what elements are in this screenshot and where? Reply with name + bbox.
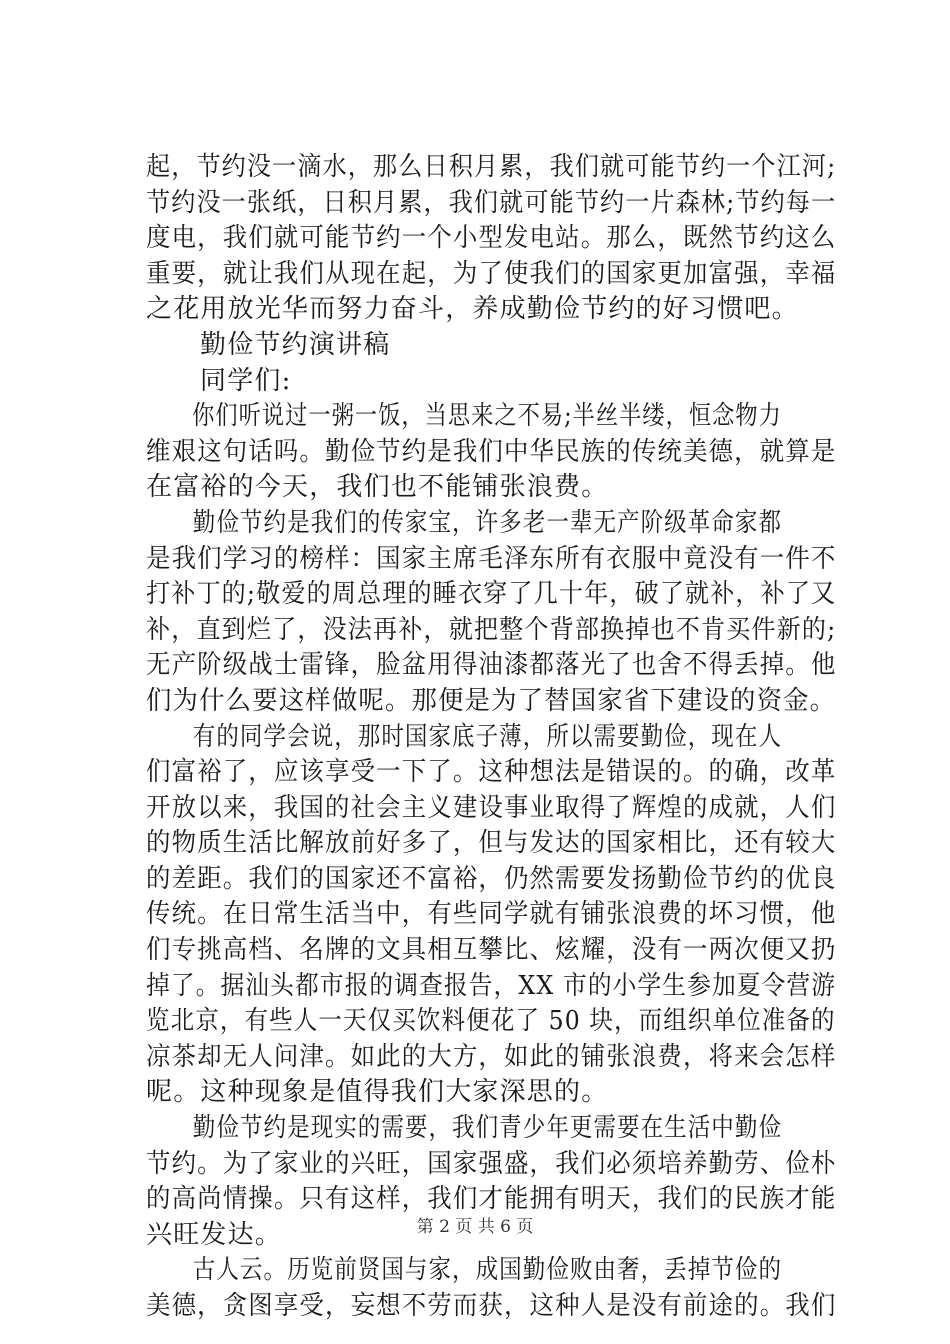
text-line: 起，节约没一滴水，那么日积月累，我们就可能节约一个江河; xyxy=(146,152,837,182)
text-line: 节约。为了家业的兴旺，国家强盛，我们必须培养勤劳、俭朴 xyxy=(146,1148,837,1179)
text-line: 之花用放光华而努力奋斗，养成勤俭节约的好习惯吧。 xyxy=(146,294,799,325)
text-line: 你们听说过一粥一饭，当思来之不易;半丝半缕，恒念物力 xyxy=(192,401,782,432)
text-line: 呢。这种现象是值得我们大家深思的。 xyxy=(146,1077,609,1108)
text-line: 维艰这句话吗。勤俭节约是我们中华民族的传统美德，就算是 xyxy=(146,436,837,467)
paragraph xyxy=(146,399,836,506)
text-line: 开放以来，我国的社会主义建设事业取得了辉煌的成就，人们 xyxy=(146,792,837,823)
text-line: 节约没一张纸，日积月累，我们就可能节约一片森林;节约每一 xyxy=(146,187,837,218)
text-line: 们为什么要这样做呢。那便是为了替国家省下建设的资金。 xyxy=(146,685,837,716)
text-line: 们专挑高档、名牌的文具相互攀比、炫耀，没有一两次便又扔 xyxy=(146,935,837,966)
speech-title xyxy=(146,328,836,364)
paragraph xyxy=(146,1253,836,1324)
text-line: 有的同学会说，那时国家底子薄，所以需要勤俭，现在人 xyxy=(192,721,783,752)
text-line: 掉了。据汕头都市报的调查报告，XX 市的小学生参加夏令营游 xyxy=(146,970,837,1001)
text-line: 古人云。历览前贤国与家，成国勤俭败由奢，丢掉节俭的 xyxy=(192,1255,783,1286)
text-line: 是我们学习的榜样：国家主席毛泽东所有衣服中竟没有一件不 xyxy=(146,543,837,574)
text-line: 勤俭节约是现实的需要，我们青少年更需要在生活中勤俭 xyxy=(192,1113,783,1144)
text-line: 勤俭节约是我们的传家宝，许多老一辈无产阶级革命家都 xyxy=(192,507,783,538)
text-line: 勤俭节约演讲稿 xyxy=(200,329,391,360)
paragraph xyxy=(146,720,836,1112)
greeting xyxy=(146,364,836,400)
text-line: 们富裕了，应该享受一下了。这种想法是错误的。的确，改革 xyxy=(146,757,837,788)
text-line: 重要，就让我们从现在起，为了使我们的国家更加富强，幸福 xyxy=(146,258,837,289)
text-line: 的高尚情操。只有这样，我们才能拥有明天，我们的民族才能 xyxy=(146,1184,837,1215)
text-line: 兴旺发达。 xyxy=(146,1219,283,1250)
text-line: 览北京，有些人一天仅买饮料便花了 50 块，而组织单位准备的 xyxy=(146,1006,836,1037)
text-line: 度电，我们就可能节约一个小型发电站。那么，既然节约这么 xyxy=(146,223,837,254)
text-line: 打补丁的;敬爱的周总理的睡衣穿了几十年，破了就补，补了又 xyxy=(146,579,837,610)
text-line: 的物质生活比解放前好多了，但与发达的国家相比，还有较大 xyxy=(146,828,837,859)
text-line: 补，直到烂了，没法再补，就把整个背部换掉也不肯买件新的; xyxy=(146,614,837,645)
text-line: 美德，贪图享受，妄想不劳而获，这种人是没有前途的。我们 xyxy=(146,1291,837,1321)
paragraph xyxy=(146,506,836,720)
text-line: 的差距。我们的国家还不富裕，仍然需要发扬勤俭节约的优良 xyxy=(146,863,837,894)
paragraph xyxy=(146,150,836,328)
text-line: 传统。在日常生活当中，有些同学就有铺张浪费的坏习惯，他 xyxy=(146,899,837,930)
text-line: 无产阶级战士雷锋，脸盆用得油漆都落光了也舍不得丢掉。他 xyxy=(146,650,837,681)
text-line: 同学们: xyxy=(200,365,292,396)
text-line: 在富裕的今天，我们也不能铺张浪费。 xyxy=(146,472,609,503)
text-line: 凉茶却无人问津。如此的大方，如此的铺张浪费，将来会怎样 xyxy=(146,1041,837,1072)
page-number-footer: 第 2 页 共 6 页 xyxy=(416,1217,534,1237)
document-body xyxy=(146,150,836,1325)
